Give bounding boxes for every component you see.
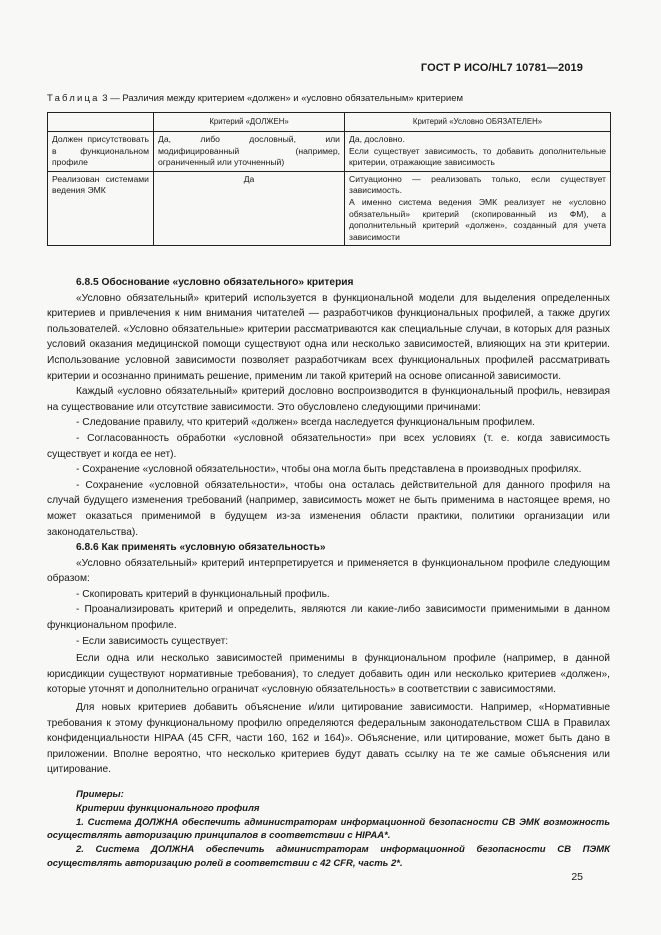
table-cell: Да — [154, 171, 345, 246]
list-item: - Следование правилу, что критерий «должен» всегда наследуется функциональным профилем. — [76, 417, 535, 429]
table-cell: Должен присутствовать в функциональном профиле — [48, 132, 154, 172]
table-caption — [47, 93, 463, 104]
list-item: - Проанализировать критерий и определить, являются ли какие-либо зависимости применимыми в данном функциональном профиле. — [47, 604, 610, 632]
table-header-row — [48, 113, 611, 132]
table-header-cell: Критерий «Условно ОБЯЗАТЕЛЕН» — [345, 113, 611, 132]
document-body — [47, 275, 610, 871]
section-heading: 6.8.5 Обоснование «условно обязательного» критерия — [76, 277, 354, 288]
table-cell-line: А именно система ведения ЭМК реализует не «условно обязательный» критерий (скопированный из ФМ), а дополнительный критерий «должен», созданный для учета зависимости — [349, 196, 606, 242]
example-item: 2. Система ДОЛЖНА обеспечить администраторам информационной безопасности СВ ПЭМК осуществлять авторизацию ролей в соответствии с 42 CFR, часть 2*. — [47, 844, 610, 869]
examples-subtitle: Критерии функционального профиля — [76, 802, 260, 814]
examples-title: Примеры: — [76, 789, 124, 800]
example-item: 1. Система ДОЛЖНА обеспечить администраторам информационной безопасности СВ ЭМК возможность осуществлять авторизацию принципалов в соответствии с HIPAA*. — [47, 816, 610, 842]
table-cell-line: Да, дословно. — [349, 134, 405, 144]
list-item: - Сохранение «условной обязательности», чтобы она могла быть представлена в производных профилях. — [76, 464, 582, 476]
table-cell-line: Если существует зависимость, то добавить дополнительные критерии, отражающие зависимость — [349, 145, 606, 168]
paragraph: Если одна или несколько зависимостей применимы в функциональном профиле (например, в данной юрисдикции существуют нормативные требования), то следует добавить один или несколько критериев «должен», которые уточнят и дополнительно ограничат «условную обязательность» в соответствии с зависимостями. — [47, 653, 610, 696]
paragraph: «Условно обязательный» критерий интерпретируется и применяется в функциональном профиле следующим образом: — [47, 557, 610, 585]
list-item: - Если зависимость существует: — [76, 635, 229, 647]
table-row — [48, 132, 611, 172]
comparison-table — [47, 112, 611, 246]
table-cell — [345, 132, 611, 172]
table-cell: Реализован системами ведения ЭМК — [48, 171, 154, 246]
table-caption-label: Таблица — [47, 93, 100, 104]
table-cell: Да, либо дословный, или модифицированный (например, ограниченный или уточненный) — [154, 132, 345, 172]
list-item: - Сохранение «условной обязательности», чтобы она осталась действительной для данного профиля на случай будущего изменения требований (например, зависимость может не быть применима в настоящее время, но может оказаться применимой в будущем из-за изменения области практики, политики организации или законодательства). — [47, 479, 610, 538]
list-item: - Согласованность обработки «условной обязательности» при всех условиях (т. е. когда зависимость существует и когда ее нет). — [47, 432, 610, 460]
document-header-id: ГОСТ Р ИСО/HL7 10781—2019 — [420, 62, 583, 74]
section-heading: 6.8.6 Как применять «условную обязательность» — [76, 542, 326, 554]
table-caption-text: 3 — Различия между критерием «должен» и «условно обязательным» критерием — [102, 93, 464, 104]
page-number: 25 — [571, 871, 583, 883]
list-item: - Скопировать критерий в функциональный профиль. — [76, 588, 330, 600]
table-header-cell: Критерий «ДОЛЖЕН» — [154, 113, 345, 132]
table-row — [48, 171, 611, 246]
table-cell — [345, 171, 611, 246]
table-header-cell — [48, 113, 154, 132]
paragraph: «Условно обязательный» критерий используется в функциональной модели для выделения определенных критериев и привлечения к ним внимания читателей — разработчиков функциональных профилей, а также других пользователей. «Условно обязательные» критерии рассматриваются как специальные случаи, в которых для разных условий оказания медицинской помощи существуют одна или несколько зависимостей, влияющих на эти критерии. Использование условной зависимости позволяет разработчикам всех функциональных профилей рассматривать критерии и осознанно принимать решение, применим ли такой критерий на основе описанной зависимости. — [47, 292, 610, 382]
paragraph: Для новых критериев добавить объяснение и/или цитирование зависимости. Например, «Нормативные требования к этому функциональному профилю определяются федеральным законодательством США в Правилах конфиденциальности HIPAA (45 CFR, части 160, 162 и 164)». Объяснение, или цитирование, может быть дано в приложении. Вполне вероятно, что несколько критериев будут давать ссылку на те же самые объяснения или цитирование. — [47, 702, 610, 776]
paragraph: Каждый «условно обязательный» критерий дословно воспроизводится в функциональный профиль, невзирая на существование или отсутствие зависимости. Это обусловлено следующими причинами: — [47, 386, 610, 413]
table-cell-line: Ситуационно — реализовать только, если существует зависимость. — [349, 173, 606, 196]
